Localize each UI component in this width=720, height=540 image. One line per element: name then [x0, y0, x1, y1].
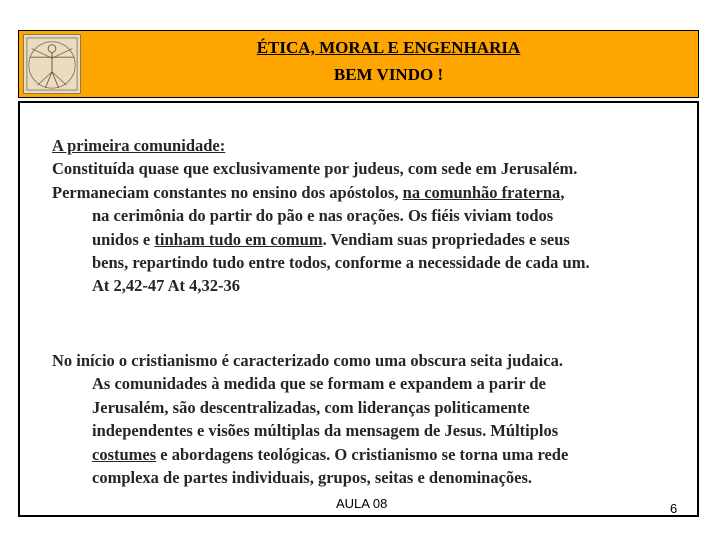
text-line [52, 228, 694, 251]
text-line: Jerusalém, são descentralizadas, com lideranças politicamente [92, 397, 530, 417]
text-line [52, 181, 694, 204]
underlined-text: costumes [92, 444, 157, 464]
text-fragment: na cerimônia do partir do pão e nas orações. [92, 206, 408, 226]
content-box [18, 101, 699, 517]
text-line: independentes e visões múltiplas da mensagem de Jesus. Múltiplos [92, 421, 559, 441]
section-heading: A primeira comunidade: [52, 136, 226, 155]
text-line [52, 204, 694, 227]
text-line: Constituída quase que exclusivamente por judeus, com sede em Jerusalém. [52, 159, 578, 179]
text-fragment: Os fiéis viviam todos [407, 206, 554, 226]
text-line: No início o cristianismo é caracterizado como uma obscura seita judaica. [52, 351, 563, 370]
bible-reference: At 2,42-47 At 4,32-36 [92, 276, 241, 296]
text-fragment: e abordagens teológicas. O cristianismo se torna uma rede [156, 444, 569, 464]
vitruvian-man-icon [23, 34, 81, 94]
text-line [52, 443, 694, 466]
underlined-text: na comunhão fraterna [402, 182, 561, 202]
text-fragment: unidos e [92, 229, 155, 249]
paragraph-first-community [52, 134, 694, 298]
text-fragment: , [560, 182, 565, 202]
page-title: ÉTICA, MORAL E ENGENHARIA [256, 38, 521, 57]
text-line: complexa de partes individuais, grupos, seitas e denominações. [92, 468, 533, 488]
footer-label: AULA 08 [336, 496, 388, 511]
text-fragment: . Vendiam suas propriedades e seus [322, 229, 570, 249]
underlined-text: tinham tudo em comum [154, 229, 323, 249]
paragraph-early-christianity [52, 349, 694, 489]
text-line: As comunidades à medida que se formam e expandem a parir de [92, 374, 546, 394]
text-fragment: Permaneciam constantes no ensino dos apóstolos, [52, 182, 403, 202]
page-number: 6 [670, 501, 678, 516]
header-banner [18, 30, 699, 98]
text-line: bens, repartindo tudo entre todos, conforme a necessidade de cada um. [92, 253, 590, 273]
page-subtitle: BEM VINDO ! [333, 65, 444, 84]
